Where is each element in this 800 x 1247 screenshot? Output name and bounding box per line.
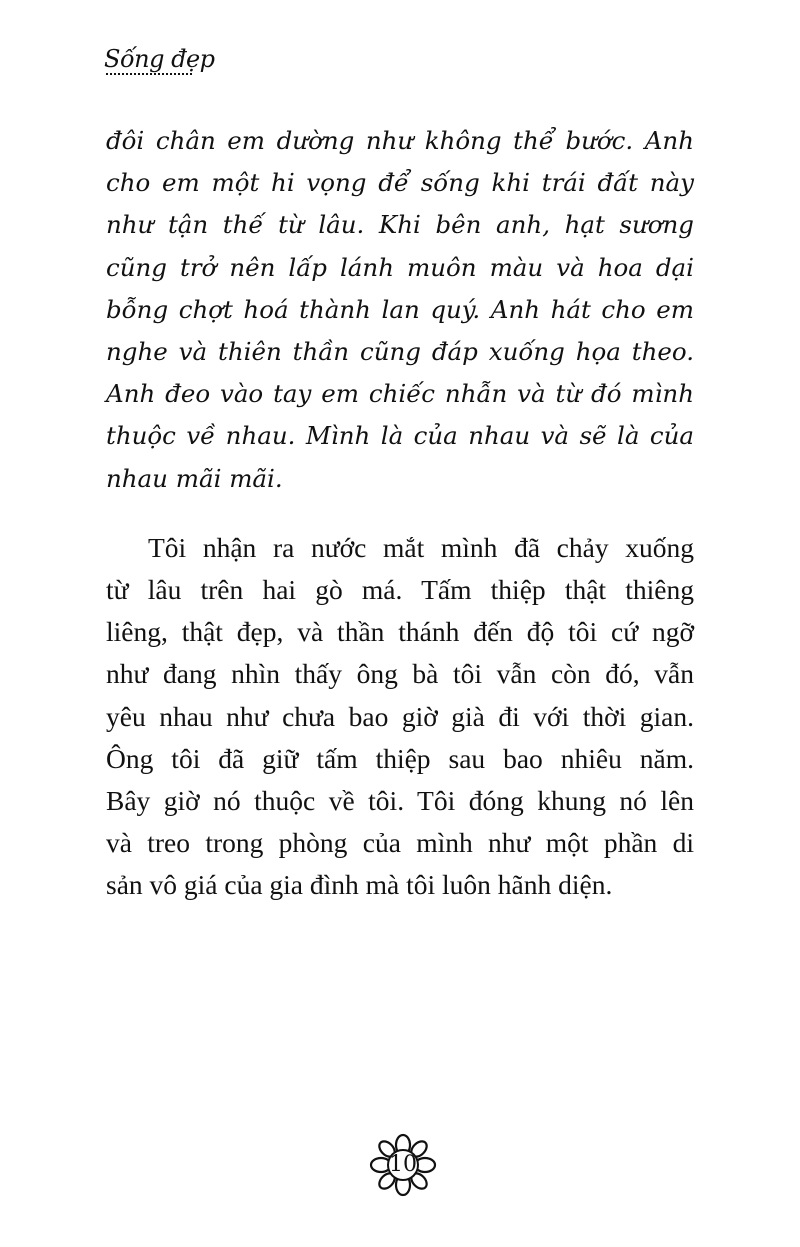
paragraph-line: yêu nhau như chưa bao giờ già đi với thời gian. bbox=[106, 700, 694, 732]
header-dotted-underline bbox=[106, 73, 192, 75]
passage-line: đôi chân em dường như không thể bước. Anh bbox=[106, 126, 694, 155]
body-paragraph bbox=[106, 527, 694, 907]
page-number: 10 bbox=[389, 1152, 417, 1177]
paragraph-line: và treo trong phòng của mình như một phần di bbox=[106, 827, 694, 859]
book-title: Sống đẹp bbox=[104, 45, 215, 73]
paragraph-line: sản vô giá của gia đình mà tôi luôn hãnh diện. bbox=[106, 869, 613, 901]
paragraph-line: Tôi nhận ra nước mắt mình đã chảy xuống bbox=[148, 531, 694, 563]
running-header bbox=[104, 44, 244, 84]
paragraph-line: Bây giờ nó thuộc về tôi. Tôi đóng khung nó lên bbox=[106, 785, 694, 817]
passage-line: cũng trở nên lấp lánh muôn màu và hoa dại bbox=[106, 252, 694, 282]
paragraph-line: liêng, thật đẹp, và thần thánh đến độ tôi cứ ngỡ bbox=[106, 616, 694, 648]
page-body bbox=[106, 120, 694, 907]
page-footer bbox=[369, 1133, 437, 1197]
passage-line: như tận thế từ lâu. Khi bên anh, hạt sương bbox=[106, 210, 694, 240]
paragraph-line: từ lâu trên hai gò má. Tấm thiệp thật thiêng bbox=[106, 574, 694, 606]
passage-line: bỗng chợt hoá thành lan quý. Anh hát cho em bbox=[106, 294, 694, 324]
passage-line: cho em một hi vọng để sống khi trái đất này bbox=[106, 168, 694, 198]
passage-line: thuộc về nhau. Mình là của nhau và sẽ là của bbox=[106, 421, 694, 451]
paragraph-line: Ông tôi đã giữ tấm thiệp sau bao nhiêu năm. bbox=[106, 742, 694, 774]
passage-line: nhau mãi mãi. bbox=[106, 463, 283, 493]
passage-line: Anh đeo vào tay em chiếc nhẫn và từ đó mình bbox=[106, 379, 694, 409]
passage-line: nghe và thiên thần cũng đáp xuống họa theo. bbox=[106, 337, 694, 367]
italic-passage bbox=[106, 120, 694, 500]
paragraph-line: như đang nhìn thấy ông bà tôi vẫn còn đó, vẫn bbox=[106, 658, 694, 690]
